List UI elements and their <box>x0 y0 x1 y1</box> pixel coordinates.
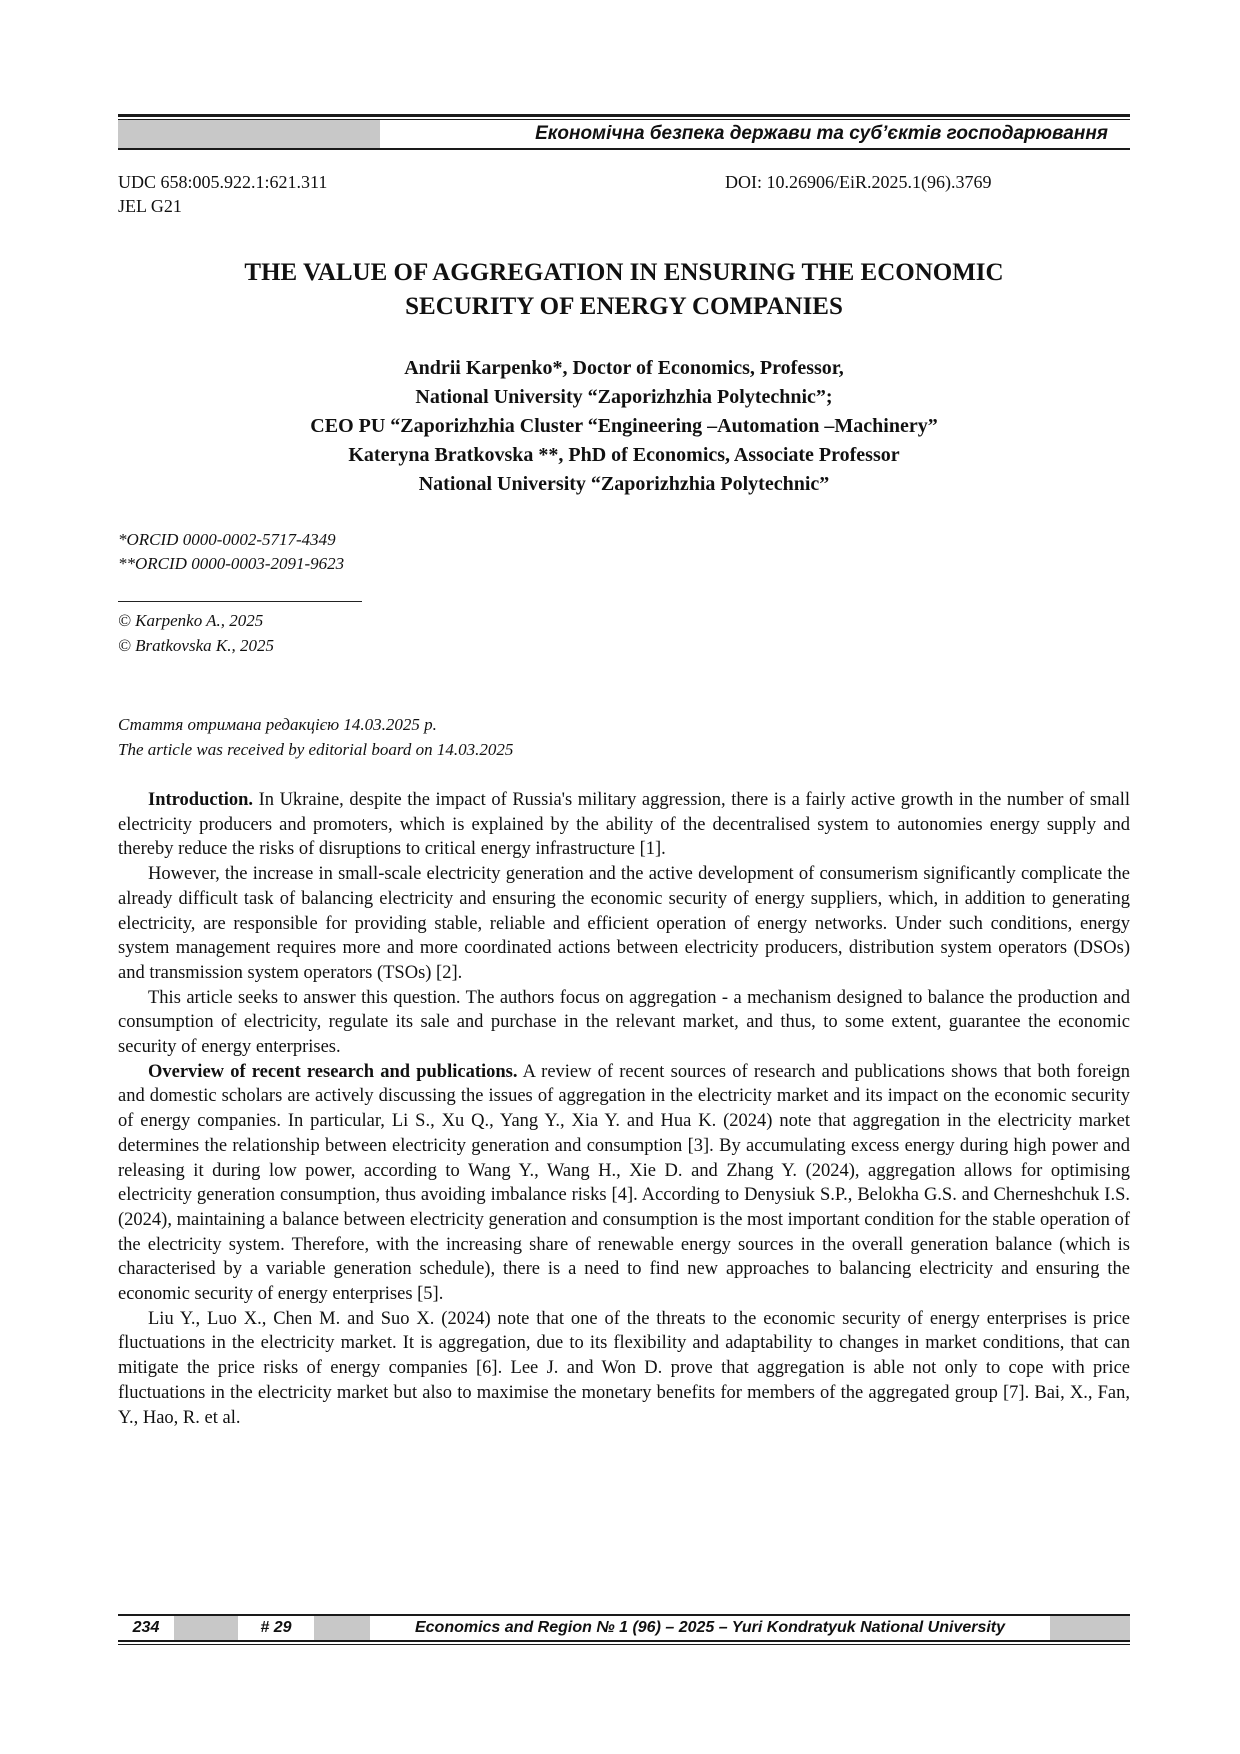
orcid-line: **ORCID 0000-0003-2091-9623 <box>118 554 345 573</box>
doi: DOI: 10.26906/EiR.2025.1(96).3769 <box>725 172 992 192</box>
title-line-2: SECURITY OF ENERGY COMPANIES <box>405 293 843 320</box>
running-header <box>118 114 1130 150</box>
received-en: The article was received by editorial board on 14.03.2025 <box>118 740 514 759</box>
author-block <box>118 354 1130 499</box>
header-rule-top <box>118 114 1130 117</box>
journal-section-title: Економічна безпека держави та суб’єктів господарювання <box>535 123 1108 144</box>
author-line: CEO PU “Zaporizhzhia Cluster “Engineering –Automation –Machinery” <box>310 415 938 437</box>
paragraph: Liu Y., Luo X., Chen M. and Suo X. (2024) note that one of the threats to the economic security of energy enterprises is price fluctuations in the electricity market. It is aggregation, due to its flexibility and adaptability to changes in market conditions, that can mitigate the price risks of energy companies [6]. Lee J. and Won D. prove that aggregation is able not only to cope with price fluctuations in the electricity market but also to maximise the monetary benefits for members of the aggregated group [7]. Bai, X., Fan, Y., Hao, R. et al. <box>118 1308 1130 1428</box>
footer-rule-bottom <box>118 1640 1130 1642</box>
classification-codes <box>118 170 327 218</box>
copyright-line: © Karpenko A., 2025 <box>118 611 264 630</box>
header-band <box>118 120 1130 148</box>
orcid-line: *ORCID 0000-0002-5717-4349 <box>118 530 336 549</box>
jel-code: JEL G21 <box>118 196 182 216</box>
received-uk: Стаття отримана редакцією 14.03.2025 р. <box>118 715 437 734</box>
section-heading: Overview of recent research and publications. <box>148 1061 518 1082</box>
footer-rule-bottom-thin <box>118 1644 1130 1645</box>
udc-code: UDC 658:005.922.1:621.311 <box>118 172 328 192</box>
footer-band <box>118 1616 1130 1640</box>
author-line: Andrii Karpenko*, Doctor of Economics, Professor, <box>404 357 844 379</box>
paragraph: However, the increase in small-scale electricity generation and the active development of consumerism significantly complicate the already difficult task of balancing electricity and ensuring the economic security of energy suppliers, which, in addition to generating electricity, are responsible for providing stable, reliable and efficient operation of energy networks. Under such conditions, energy system management requires more and more coordinated actions between electricity producers, distribution system operators (DSOs) and transmission system operators (TSOs) [2]. <box>118 864 1130 983</box>
title-line-1: THE VALUE OF AGGREGATION IN ENSURING THE ECONOMIC <box>244 259 1004 286</box>
footer-gray-block <box>174 1616 238 1640</box>
paragraph: Overview of recent research and publications. A review of recent sources of research and publications shows that both foreign and domestic scholars are actively discussing the issues of aggregation in the electricity market and its impact on the economic security of energy companies. In particular, Li S., Xu Q., Yang Y., Xia Y. and Hua K. (2024) note that aggregation in the electricity market determines the relationship between electricity generation and consumption [3]. By accumulating excess energy during high power and releasing it during low power, according to Wang Y., Wang H., Xie D. and Zhang Y. (2024), aggregation allows for optimising electricity generation consumption, thus avoiding imbalance risks [4]. According to Denysiuk S.P., Belokha G.S. and Cherneshchuk I.S. (2024), maintaining a balance between electricity generation and consumption is the most important condition for the stable operation of the electricity system. Therefore, with the increasing share of renewable energy sources in the overall generation balance (which is characterised by a variable generation schedule), there is a need to find new approaches to balancing electricity and ensuring the economic security of energy enterprises [5]. <box>118 1061 1130 1305</box>
article-body <box>118 788 1130 1430</box>
paragraph: This article seeks to answer this question. The authors focus on aggregation - a mechanism designed to balance the production and consumption of electricity, regulate its sale and purchase in the relevant market, and thus, to some extent, guarantee the economic security of energy enterprises. <box>118 987 1130 1058</box>
paragraph: Introduction. In Ukraine, despite the impact of Russia's military aggression, there is a fairly active growth in the number of small electricity producers and promoters, which is explained by the ability of the decentralised system to autonomies energy supply and thereby reduce the risks of disruptions to critical energy infrastructure [1]. <box>118 790 1130 860</box>
author-line: National University “Zaporizhzhia Polytechnic” <box>418 473 830 495</box>
page-number: 234 <box>132 1619 160 1636</box>
footer-gray-block <box>1050 1616 1130 1640</box>
article-title <box>118 256 1130 324</box>
header-gray-block <box>118 120 380 148</box>
copyright-block <box>118 608 274 658</box>
received-date <box>118 712 513 762</box>
author-line: Kateryna Bratkovska **, PhD of Economics, Associate Professor <box>348 444 900 466</box>
header-rule-bottom <box>118 148 1130 150</box>
separator-line <box>118 601 362 602</box>
footer-gray-block <box>314 1616 370 1640</box>
journal-name: Economics and Region № 1 (96) – 2025 – Yuri Kondratyuk National University <box>414 1619 1006 1636</box>
orcid-block <box>118 528 344 576</box>
section-heading: Introduction. <box>148 790 254 810</box>
author-line: National University “Zaporizhzhia Polytechnic”; <box>415 386 833 408</box>
copyright-line: © Bratkovska K., 2025 <box>118 636 274 655</box>
running-footer <box>118 1614 1130 1645</box>
issue-number: # 29 <box>260 1619 292 1636</box>
